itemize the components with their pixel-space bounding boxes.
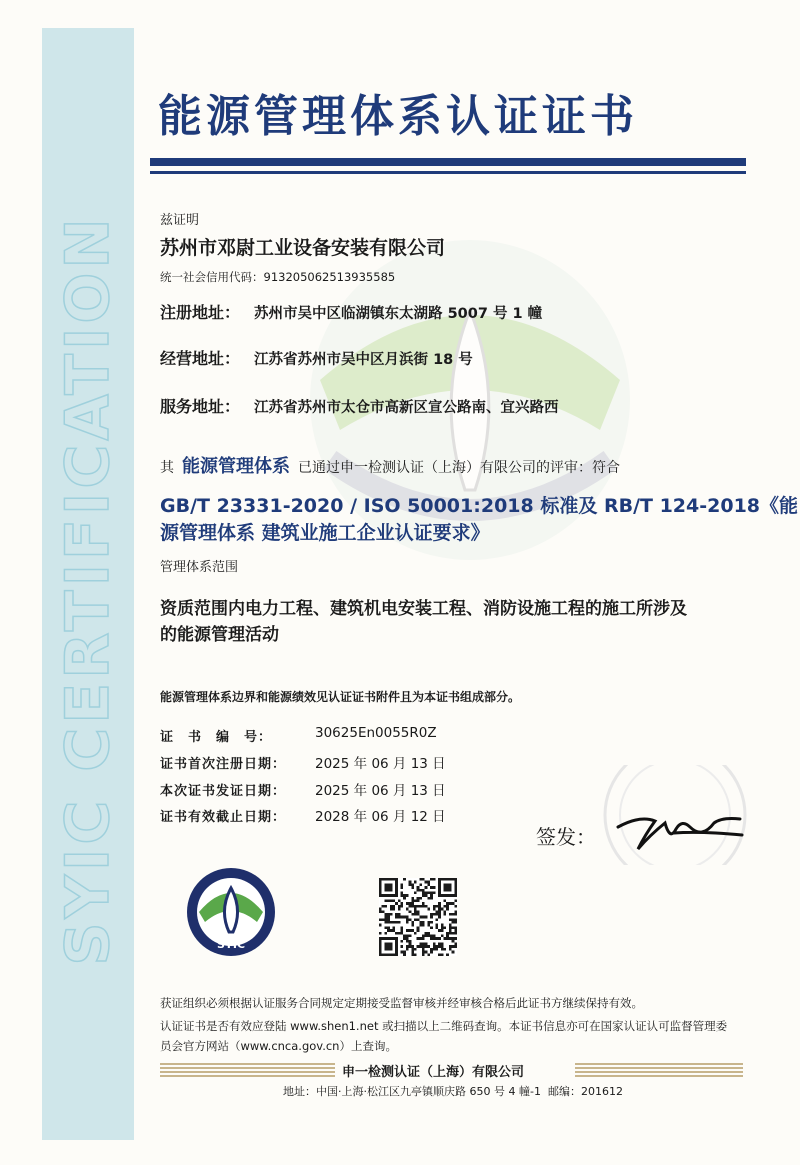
service-address-value: 江苏省苏州市太仓市高新区宣公路南、宜兴路西 [254, 400, 559, 416]
intro-text: 兹证明 [160, 213, 200, 228]
credit-code: 统一社会信用代码：913205062513935585 [160, 270, 396, 284]
scope-line-2: 的能源管理活动 [160, 625, 279, 645]
syic-logo-text: SYIC [216, 938, 246, 951]
title-rule-thin [150, 171, 746, 174]
issue-date-label: 本次证书发证日期： [160, 784, 287, 799]
business-address-value: 江苏省苏州市吴中区月浜街 18 号 [254, 352, 473, 368]
footer-line-3: 员会官方网站（www.cnca.gov.cn）上查询。 [160, 1039, 397, 1053]
expiry-date-value: 2028 年 06 月 12 日 [315, 809, 446, 825]
business-address-row [160, 346, 473, 369]
qr-code-icon[interactable] [379, 878, 457, 956]
standard-line-1: GB/T 23331-2020 / ISO 50001:2018 标准及 RB/T 124-2018《能 [160, 495, 799, 517]
business-address-label: 经营地址： [160, 349, 241, 368]
standard-intro [160, 452, 620, 478]
scope-line-1: 资质范围内电力工程、建筑机电安装工程、消防设施工程的施工所涉及 [160, 599, 687, 619]
footer-stripe-left [160, 1063, 335, 1077]
footer-postcode: 邮编：201612 [548, 1085, 623, 1098]
appendix-note: 能源管理体系边界和能源绩效见认证证书附件且为本证书组成部分。 [160, 690, 521, 704]
syic-logo-icon [185, 866, 277, 958]
scope-label: 管理体系范围 [160, 560, 239, 575]
standard-prefix: 其 [160, 460, 174, 476]
standard-system: 能源管理体系 [182, 456, 290, 477]
footer-organization: 申一检测认证（上海）有限公司 [342, 1065, 525, 1080]
registered-address-value: 苏州市吴中区临湖镇东太湖路 5007 号 1 幢 [254, 306, 543, 322]
registered-address-row [160, 300, 542, 323]
footer-line-1: 获证组织必须根据认证服务合同规定定期接受监督审核并经审核合格后此证书方继续保持有效。 [160, 996, 643, 1010]
cert-number-value: 30625En0055R0Z [315, 725, 437, 741]
footer-line-2: 认证证书是否有效应登陆 www.shen1.net 或扫描以上二维码查询。本证书信息亦可在国家认证认可监督管理委 [160, 1019, 728, 1033]
registered-address-label: 注册地址： [160, 303, 241, 322]
service-address-label: 服务地址： [160, 397, 241, 416]
first-registration-value: 2025 年 06 月 13 日 [315, 756, 446, 772]
standard-suffix: 已通过申一检测认证（上海）有限公司的评审：符合 [298, 460, 620, 476]
side-watermark-text: SYIC CERTIFICATION [53, 214, 123, 966]
footer-address: 地址：中国·上海·松江区九亭镇顺庆路 650 号 4 幢-1 [283, 1085, 541, 1098]
company-name: 苏州市邓尉工业设备安装有限公司 [160, 237, 446, 259]
title-rule-thick [150, 158, 746, 166]
cert-number-label: 证 书 编 号： [160, 730, 273, 745]
expiry-date-label: 证书有效截止日期： [160, 810, 287, 825]
certificate-title: 能源管理体系认证证书 [158, 91, 638, 142]
standard-line-2: 源管理体系 建筑业施工企业认证要求》 [160, 522, 490, 544]
signature-icon [610, 805, 750, 855]
service-address-row [160, 394, 559, 417]
footer-stripe-right [575, 1063, 743, 1077]
first-registration-label: 证书首次注册日期： [160, 757, 287, 772]
signature-label: 签发： [536, 825, 596, 849]
issue-date-value: 2025 年 06 月 13 日 [315, 783, 446, 799]
